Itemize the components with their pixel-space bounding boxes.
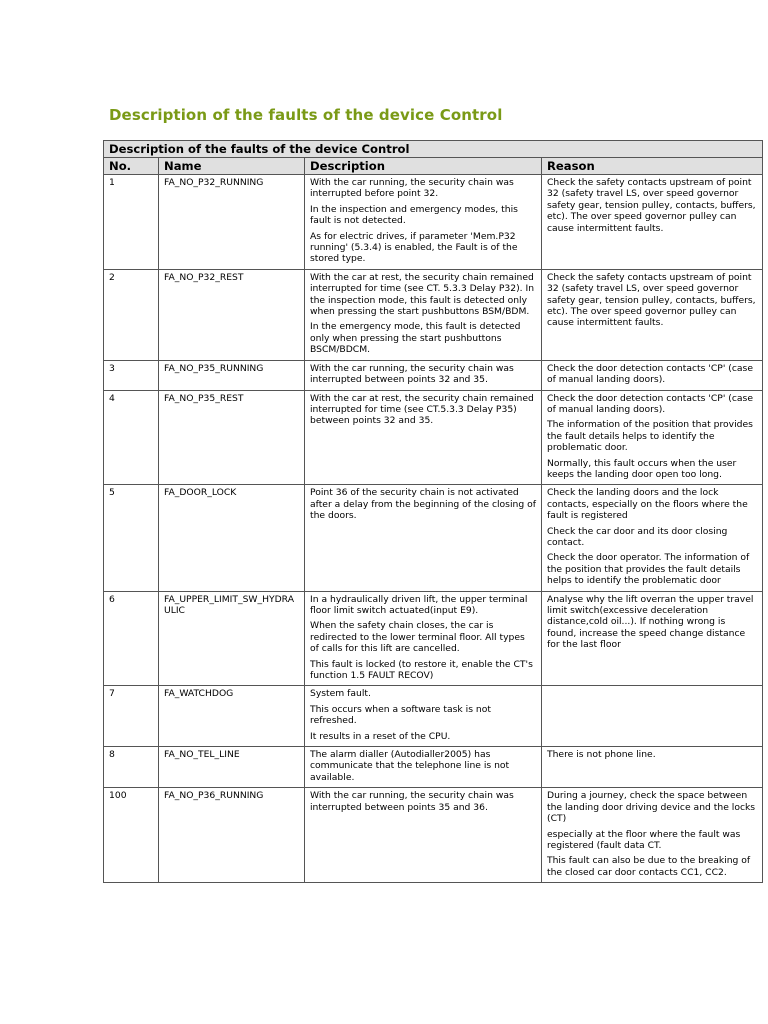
description-paragraph: With the car running, the security chain was interrupted between points 32 and 35. (310, 362, 514, 386)
faults-table (103, 140, 763, 883)
fault-number: 4 (104, 390, 159, 485)
fault-number: 2 (104, 269, 159, 360)
fault-reason (542, 360, 763, 390)
description-paragraph: System fault. (310, 688, 371, 700)
table-row (104, 269, 763, 360)
fault-reason (542, 686, 763, 747)
table-row (104, 360, 763, 390)
fault-name: FA_NO_P32_REST (159, 269, 305, 360)
fault-name: FA_NO_P35_REST (159, 390, 305, 485)
fault-number: 5 (104, 485, 159, 591)
reason-paragraph: There is not phone line. (547, 749, 656, 761)
reason-paragraph: During a journey, check the space between the landing door driving device and the locks (CT) (547, 790, 756, 825)
page-title: Description of the faults of the device Control (109, 106, 503, 124)
reason-paragraph: This fault can also be due to the breaking of the closed car door contacts CC1, CC2. (547, 855, 751, 878)
reason-paragraph: Check the door detection contacts 'CP' (case of manual landing doors). (547, 392, 753, 415)
fault-description (305, 360, 542, 390)
column-header-description: Description (305, 158, 542, 175)
table-row (104, 591, 763, 686)
fault-name: FA_NO_P36_RUNNING (159, 788, 305, 883)
description-paragraph: This fault is locked (to restore it, enable the CT's function 1.5 FAULT RECOV) (310, 658, 533, 682)
fault-reason (542, 591, 763, 686)
description-paragraph: Point 36 of the security chain is not activated after a delay from the beginning of the closing of the doors. (310, 487, 536, 522)
reason-paragraph: Analyse why the lift overran the upper travel limit switch(excessive deceleration distance,cold oil...). If nothing wrong is found, increase the speed change distance for the last floor (547, 593, 754, 651)
reason-paragraph: especially at the floor where the fault was registered (fault data CT. (547, 828, 741, 851)
fault-reason (542, 747, 763, 788)
table-row (104, 788, 763, 883)
fault-reason (542, 175, 763, 270)
fault-description (305, 591, 542, 686)
description-paragraph: This occurs when a software task is not refreshed. (310, 703, 491, 727)
table-row (104, 686, 763, 747)
fault-number: 1 (104, 175, 159, 270)
description-paragraph: As for electric drives, if parameter 'Mem.P32 running' (5.3.4) is enabled, the Fault is of the stored type. (310, 230, 518, 265)
fault-description (305, 269, 542, 360)
column-header-no: No. (104, 158, 159, 175)
reason-paragraph: Check the car door and its door closing contact. (547, 525, 728, 548)
fault-name: FA_NO_TEL_LINE (159, 747, 305, 788)
table-row (104, 175, 763, 270)
fault-name: FA_DOOR_LOCK (159, 485, 305, 591)
table-row (104, 485, 763, 591)
fault-reason (542, 390, 763, 485)
description-paragraph: In the emergency mode, this fault is detected only when pressing the start pushbuttons BSCM/BDCM. (310, 321, 521, 356)
description-paragraph: With the car running, the security chain was interrupted between points 35 and 36. (310, 790, 514, 813)
fault-number: 6 (104, 591, 159, 686)
column-header-name: Name (159, 158, 305, 175)
table-caption: Description of the faults of the device Control (104, 141, 763, 158)
description-paragraph: With the car at rest, the security chain remained interrupted for time (see CT. 5.3.3 Delay P32). In the inspection mode, this fault is detected only when pressing the start pushbuttons BSM/BDM. (310, 271, 535, 318)
table-row (104, 747, 763, 788)
fault-description (305, 747, 542, 788)
fault-name: FA_WATCHDOG (159, 686, 305, 747)
description-paragraph: When the safety chain closes, the car is redirected to the lower terminal floor. All types of calls for this lift are cancelled. (310, 620, 525, 655)
fault-reason (542, 269, 763, 360)
table-header-row (104, 158, 763, 175)
fault-reason (542, 485, 763, 591)
fault-name: FA_UPPER_LIMIT_SW_HYDRAULIC (159, 591, 305, 686)
fault-reason (542, 788, 763, 883)
description-paragraph: With the car at rest, the security chain remained interrupted for time (see CT.5.3.3 Delay P35) between points 32 and 35. (310, 392, 534, 427)
fault-name: FA_NO_P32_RUNNING (159, 175, 305, 270)
fault-number: 100 (104, 788, 159, 883)
reason-paragraph: Normally, this fault occurs when the user keeps the landing door open too long. (547, 457, 737, 480)
fault-description (305, 686, 542, 747)
description-paragraph: In a hydraulically driven lift, the upper terminal floor limit switch actuated(input E9). (310, 593, 528, 616)
fault-description (305, 175, 542, 270)
description-paragraph: The alarm dialler (Autodialler2005) has communicate that the telephone line is not available. (310, 749, 510, 783)
fault-description (305, 390, 542, 485)
reason-paragraph: Check the door detection contacts 'CP' (case of manual landing doors). (547, 362, 753, 386)
description-paragraph: In the inspection and emergency modes, this fault is not detected. (310, 203, 518, 227)
reason-paragraph: Check the landing doors and the lock contacts, especially on the floors where the fault is registered (547, 487, 748, 522)
description-paragraph: With the car running, the security chain was interrupted before point 32. (310, 177, 514, 200)
reason-paragraph: The information of the position that provides the fault details helps to identify the problematic door. (547, 419, 753, 454)
fault-number: 8 (104, 747, 159, 788)
fault-number: 7 (104, 686, 159, 747)
fault-description (305, 788, 542, 883)
fault-number: 3 (104, 360, 159, 390)
table-caption-row (104, 141, 763, 158)
fault-name: FA_NO_P35_RUNNING (159, 360, 305, 390)
reason-paragraph: Check the safety contacts upstream of point 32 (safety travel LS, over speed governor safety gear, tension pulley, contacts, buffers, etc). The over speed governor pulley can cause intermittent faults. (547, 177, 756, 234)
fault-description (305, 485, 542, 591)
description-paragraph: It results in a reset of the CPU. (310, 730, 451, 742)
column-header-reason: Reason (542, 158, 763, 175)
reason-paragraph: Check the safety contacts upstream of point 32 (safety travel LS, over speed governor safety gear, tension pulley, contacts, buffers, etc). The over speed governor pulley can cause intermittent faults. (547, 271, 756, 329)
reason-paragraph: Check the door operator. The information of the position that provides the fault details helps to identify the problematic door (547, 552, 750, 587)
table-row (104, 390, 763, 485)
